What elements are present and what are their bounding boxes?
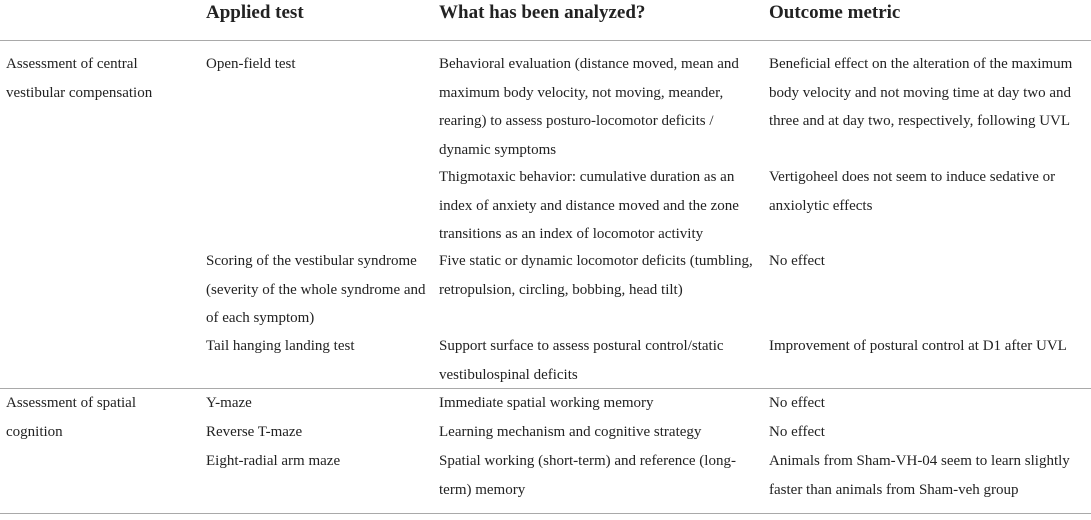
analyzed-spatial-working-memory: Immediate spatial working memory (439, 395, 654, 411)
test-open-field: Open-field test (206, 56, 296, 72)
outcome-learn-faster: Animals from Sham-VH-04 seem to learn slightly faster than animals from Sham-veh group (769, 453, 1070, 498)
outcome-no-effect-syndrome: No effect (769, 253, 825, 269)
header-outcome-metric: Outcome metric (769, 2, 901, 23)
analyzed-support-surface: Support surface to assess postural control/static vestibulospinal deficits (439, 338, 724, 383)
outcome-body-velocity: Beneficial effect on the alteration of the maximum body velocity and not moving time at day two and three and at day two, respectively, following UVL (769, 56, 1073, 129)
outcome-no-effect-y-maze: No effect (769, 395, 825, 411)
bottom-rule (0, 513, 1091, 514)
analyzed-behavioral-evaluation: Behavioral evaluation (distance moved, mean and maximum body velocity, not moving, meander, rearing) to assess posturo-locomotor deficits / dynamic symptoms (439, 56, 739, 158)
analyzed-thigmotaxic-behavior: Thigmotaxic behavior: cumulative duration as an index of anxiety and distance moved and the zone transitions as an index of locomotor activity (439, 169, 739, 242)
analyzed-locomotor-deficits: Five static or dynamic locomotor deficits (tumbling, retropulsion, circling, bobbing, head tilt) (439, 253, 753, 298)
header-what-analyzed: What has been analyzed? (439, 2, 646, 23)
outcome-no-effect-t-maze: No effect (769, 424, 825, 440)
analyzed-working-reference-memory: Spatial working (short-term) and reference (long-term) memory (439, 453, 736, 498)
outcome-no-sedative-effect: Vertigoheel does not seem to induce sedative or anxiolytic effects (769, 169, 1056, 214)
outcome-postural-control: Improvement of postural control at D1 after UVL (769, 338, 1067, 354)
category-vestibular-compensation: Assessment of central vestibular compensation (6, 56, 153, 101)
test-eight-radial-arm-maze: Eight-radial arm maze (206, 453, 341, 469)
header-divider (0, 40, 1091, 41)
category-spatial-cognition: Assessment of spatial cognition (6, 395, 136, 440)
header-applied-test: Applied test (206, 2, 304, 23)
test-y-maze: Y-maze (206, 395, 252, 411)
test-reverse-t-maze: Reverse T-maze (206, 424, 303, 440)
test-vestibular-syndrome-scoring: Scoring of the vestibular syndrome (severity of the whole syndrome and of each symptom) (206, 253, 426, 326)
test-tail-hanging-landing: Tail hanging landing test (206, 338, 355, 354)
analyzed-learning-mechanism: Learning mechanism and cognitive strategy (439, 424, 702, 440)
